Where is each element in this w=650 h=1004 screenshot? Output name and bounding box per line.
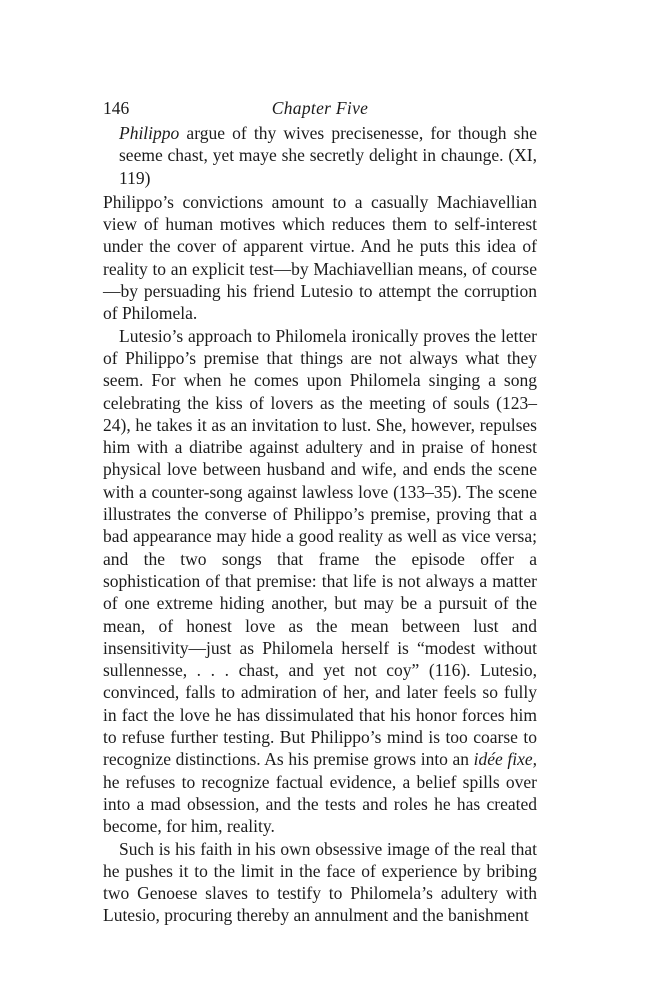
paragraph-2-italic: idée fixe,: [473, 749, 537, 770]
paragraph-2: [103, 325, 537, 838]
block-quote: [119, 122, 537, 189]
quote-text: argue of thy wives precisenesse, for though she seeme chast, yet maye she secretly delight in chaunge. (XI, 119): [119, 123, 537, 188]
page-number: 146: [103, 98, 130, 118]
paragraph-3: Such is his faith in his own obsessive image of the real that he pushes it to the limit in the face of experience by bribing two Genoese slaves to testify to Philomela’s adultery with Lutesio, procuring thereby an annulment and the banishment: [103, 838, 537, 926]
page-body: [103, 122, 537, 927]
running-head: Chapter Five: [271, 98, 369, 118]
page-header: [103, 96, 537, 120]
paragraph-2-tail: he refuses to recognize factual evidence, a belief spills over into a mad obsession, and the tests and roles he has created become, for him, reality.: [103, 771, 537, 837]
quote-speaker: Philippo: [119, 123, 180, 143]
paragraph-1: Philippo’s convictions amount to a casually Machiavellian view of human motives which reduces them to self-interest under the cover of apparent virtue. And he puts this idea of reality to an explicit test—by Machiavellian means, of course —by persuading his friend Lutesio to attempt the corruption of Philomela.: [103, 191, 537, 324]
paragraph-2-text: Lutesio’s approach to Philomela ironically proves the letter of Philippo’s premise that things are not always what they seem. For when he comes upon Philomela singing a song celebrating the kiss of lovers as the meeting of souls (123–24), he takes it as an invitation to lust. She, however, repulses him with a diatribe against adultery and in praise of honest physical love between husband and wife, and ends the scene with a counter-song against lawless love (133–35). The scene illustrates the converse of Philippo’s premise, proving that a bad appearance may hide a good reality as well as vice versa; and the two songs that frame the episode offer a sophistication of that premise: that life is not always a matter of one extreme hiding another, but may be a pursuit of the mean, of honest love as the mean between lust and insensitivity—just as Philomela herself is “modest without sullennesse, . . . chast, and yet not coy” (116). Lutesio, convinced, falls to admiration of her, and later feels so fully in fact the love he has dissimulated that his honor forces him to refuse further testing. But Philippo’s mind is too coarse to recognize distinctions. As his premise grows into an: [103, 325, 537, 770]
